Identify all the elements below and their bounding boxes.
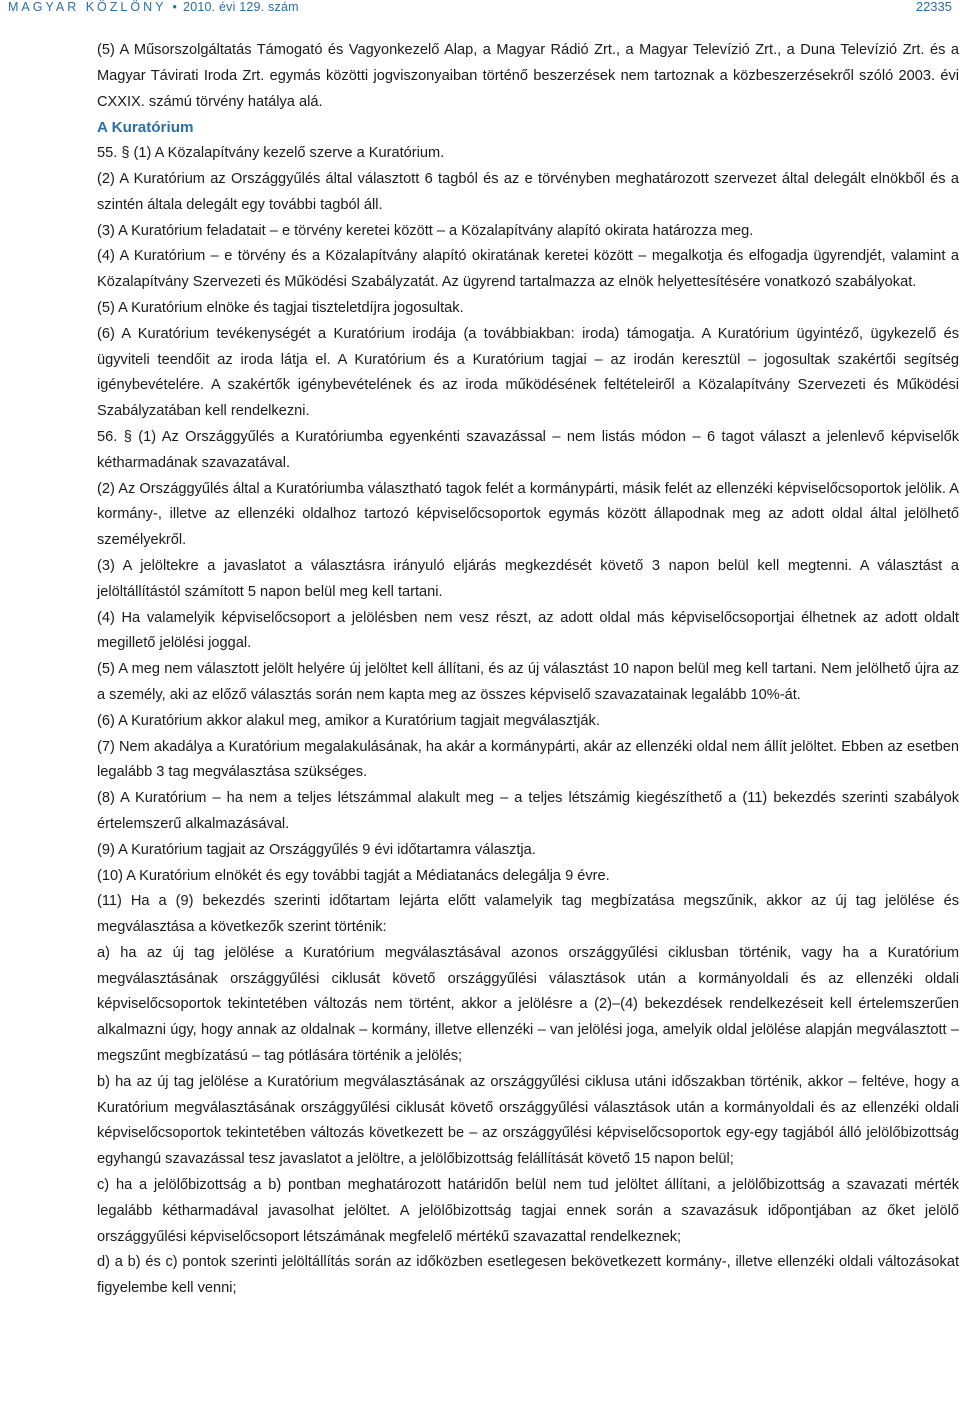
paragraph-56-3: (3) A jelöltekre a javaslatot a választásra irányuló eljárás megkezdését követő 3 napon belül kell megtenni. A választást a jelöltállítástól számított 5 napon belül meg kell tartani. [97,557,959,600]
paragraph-56-9: (9) A Kuratórium tagjait az Országgyűlés 9 évi időtartamra választja. [97,841,536,858]
paragraph-55-2: (2) A Kuratórium az Országgyűlés által választott 6 tagból és az e törvényben meghatározott szervezet által delegált elnökből és a szintén általa delegált egy további tagból áll. [97,170,959,213]
paragraph-56-7: (7) Nem akadálya a Kuratórium megalakulásának, ha akár a kormánypárti, akár az ellenzéki oldal nem állít jelöltet. Ebben az esetben legalább 3 tag megválasztása szükséges. [97,738,959,781]
paragraph-56-1: 56. § (1) Az Országgyűlés a Kuratóriumba egyenkénti szavazással – nem listás módon – 6 tagot választ a jelenlevő képviselők kétharmadának szavazatával. [97,428,959,471]
journal-title: MAGYAR KÖZLÖNY [8,0,167,14]
paragraph-56-4: (4) Ha valamelyik képviselőcsoport a jelölésben nem vesz részt, az adott oldal más képviselőcsoportjai élhetnek az adott oldalt megillető jelölési joggal. [97,609,959,652]
paragraph-56-6: (6) A Kuratórium akkor alakul meg, amikor a Kuratórium tagjait megválasztják. [97,712,600,729]
paragraph-56-2: (2) Az Országgyűlés által a Kuratóriumba választható tagok felét a kormánypárti, másik felét az ellenzéki képviselőcsoportok jelölik. A kormány-, illetve az ellenzéki oldalhoz tartozó képviselőcsoportok egymás között állapodnak meg az adott oldal által jelölhető személyekről. [97,480,959,549]
page-header [8,0,952,20]
point-c: c) ha a jelölőbizottság a b) pontban meghatározott határidőn belül nem tud jelöltet állítani, a jelölőbizottság a szavazati mérték legalább kétharmadával javasolhat jelöltet. A jelölőbizottság tagjai ennek során a szavazásuk időpontjában az őket jelölő országgyűlési képviselőcsoport létszámának megfelelő mértékű szavazattal rendelkeznek; [97,1177,959,1245]
point-a: a) ha az új tag jelölése a Kuratórium megválasztásával azonos országgyűlési ciklusban történik, vagy ha a Kuratórium megválasztásának országgyűlési ciklusát követő országgyűlési választások után a kormányoldali és az ellenzéki oldali képviselőcsoportok tekintetében változás nem történt, akkor a jelölésre a (2)–(4) bekezdések rendelkezéseit kell értelemszerűen alkalmazni úgy, hogy annak az oldalnak – kormány, illetve ellenzéki – van jelölési joga, amelyik oldal jelölése alapján megválasztott – megszűnt megbízatású – tag pótlására történik a jelölés; [97,944,959,1065]
paragraph-55-4: (4) A Kuratórium – e törvény és a Közalapítvány alapító okiratának keretei között – megalkotja és elfogadja ügyrendjét, valamint a Közalapítvány Szervezeti és Működési Szabályzatát. Az ügyrend tartalmazza az elnök helyettesítésére vonatkozó szabályokat. [97,248,959,291]
paragraph-56-10: (10) A Kuratórium elnökét és egy további tagját a Médiatanács delegálja 9 évre. [97,867,610,884]
point-d: d) a b) és c) pontok szerinti jelöltállítás során az időközben esetlegesen bekövetkezett kormány-, illetve ellenzéki oldali változásokat figyelembe kell venni; [97,1254,959,1297]
paragraph-56-8: (8) A Kuratórium – ha nem a teljes létszámmal alakult meg – a teljes létszámig kiegészíthető a (11) bekezdés szerinti szabályok értelemszerű alkalmazásával. [97,790,959,832]
paragraph-55-6: (6) A Kuratórium tevékenységét a Kuratórium irodája (a továbbiakban: iroda) támogatja. A Kuratórium ügyintéző, ügykezelő és ügyviteli teendőit az iroda látja el. A Kuratórium és a Kuratórium tagjai – az irodán keresztül – jogosultak szakértői segítség igénybevételére. A szakértők igénybevételének és az iroda működésének feltételeiről a Közalapítvány Szervezeti és Működési Szabályzatában kell rendelkezni. [97,325,959,420]
page-number: 22335 [915,0,952,14]
paragraph-55-3: (3) A Kuratórium feladatait – e törvény keretei között – a Közalapítvány alapító okirata határozza meg. [97,222,754,239]
issue-number: 2010. évi 129. szám [183,0,299,14]
journal-running-head [8,0,299,14]
section-heading: A Kuratórium [97,119,194,137]
paragraph-56-5: (5) A meg nem választott jelölt helyére új jelöltet kell állítani, és az új választást 10 napon belül meg kell tartani. Nem jelölhető újra az a személy, aki az előző választás során nem kapta meg az összes képviselő szavazatainak legalább 10%-át. [97,661,959,703]
bullet-separator: • [172,0,178,14]
paragraph-55-5: (5) A Kuratórium elnöke és tagjai tiszteletdíjra jogosultak. [97,299,464,316]
point-b: b) ha az új tag jelölése a Kuratórium megválasztásának az országgyűlési ciklusa utáni időszakban történik, akkor – feltéve, hogy a Kuratórium megválasztásának országgyűlési ciklusát követő országgyűlési választások után a kormányoldali és az ellenzéki oldali képviselőcsoportok tekintetében változás következett be – az országgyűlési képviselőcsoportok egy-egy tagjából álló jelölőbizottság egyhangú szavazással tesz javaslatot a jelöltre, a jelölőbizottság felállítását követő 15 napon belül; [97,1073,959,1168]
paragraph-55-1: 55. § (1) A Közalapítvány kezelő szerve a Kuratórium. [97,145,445,162]
paragraph-56-11: (11) Ha a (9) bekezdés szerinti időtartam lejárta előtt valamelyik tag megbízatása megszűnik, akkor az új tag jelölése és megválasztása a következők szerint történik: [97,893,959,936]
document-body [97,38,959,1302]
paragraph-5-exemption: (5) A Műsorszolgáltatás Támogató és Vagyonkezelő Alap, a Magyar Rádió Zrt., a Magyar Televízió Zrt., a Duna Televízió Zrt. és a Magyar Távirati Iroda Zrt. egymás közötti jogviszonyaiban történő beszerzések nem tartoznak a közbeszerzésekről szóló 2003. évi CXXIX. számú törvény hatálya alá. [97,42,959,110]
